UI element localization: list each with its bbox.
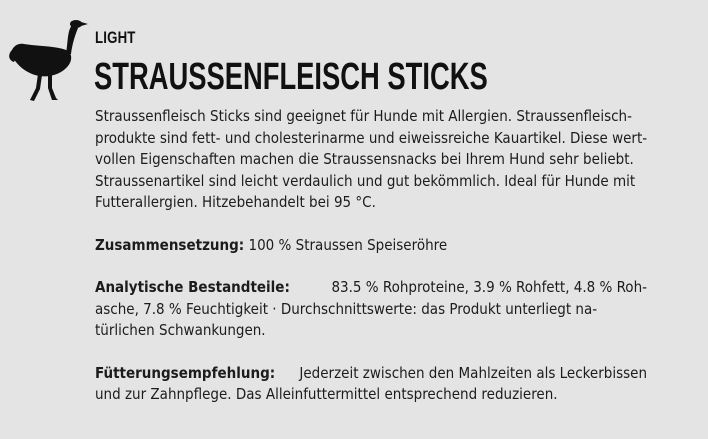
description-line: Straussenartikel sind leicht verdaulich und gut bekömmlich. Ideal für Hunde mit — [95, 171, 636, 190]
feeding-label: Fütterungsempfehlung: — [95, 363, 276, 382]
analysis-first-line — [95, 277, 647, 299]
composition-label: Zusammensetzung: — [95, 235, 245, 254]
category-label: LIGHT — [95, 28, 136, 47]
feeding-text-line2: und zur Zahnpflege. Das Alleinfuttermittel entsprechend reduzieren. — [95, 385, 558, 403]
composition-text: 100 % Straussen Speiseröhre — [248, 235, 448, 254]
description-line: vollen Eigenschaften machen die Straussensnacks bei Ihrem Hund sehr beliebt. — [95, 150, 634, 168]
description-paragraph — [95, 106, 647, 214]
description-line: Futterallergien. Hitzebehandelt bei 95 °C. — [95, 193, 376, 211]
analysis-section — [95, 277, 647, 342]
analysis-text-line2: asche, 7.8 % Feuchtigkeit · Durchschnittswerte: das Produkt unterliegt na- — [95, 299, 598, 318]
feeding-text-line1: Jederzeit zwischen den Mahlzeiten als Leckerbissen — [299, 363, 647, 382]
composition-section — [95, 235, 647, 257]
feeding-section — [95, 363, 647, 406]
analysis-label: Analytische Bestandteile: — [95, 278, 290, 296]
analysis-text-line3: türlichen Schwankungen. — [95, 321, 266, 339]
description-line: produkte sind fett- und cholesterinarme und eiweissreiche Kauartikel. Diese wert- — [95, 128, 648, 147]
ostrich-icon — [6, 16, 88, 102]
feeding-first-line — [95, 363, 647, 385]
product-description — [95, 106, 647, 406]
product-title: STRAUSSENFLEISCH STICKS — [94, 56, 488, 98]
analysis-text-line1: 83.5 % Rohproteine, 3.9 % Rohfett, 4.8 % Roh- — [331, 278, 647, 296]
description-line: Straussenfleisch Sticks sind geeignet für Hunde mit Allergien. Straussenfleisch- — [95, 107, 632, 125]
